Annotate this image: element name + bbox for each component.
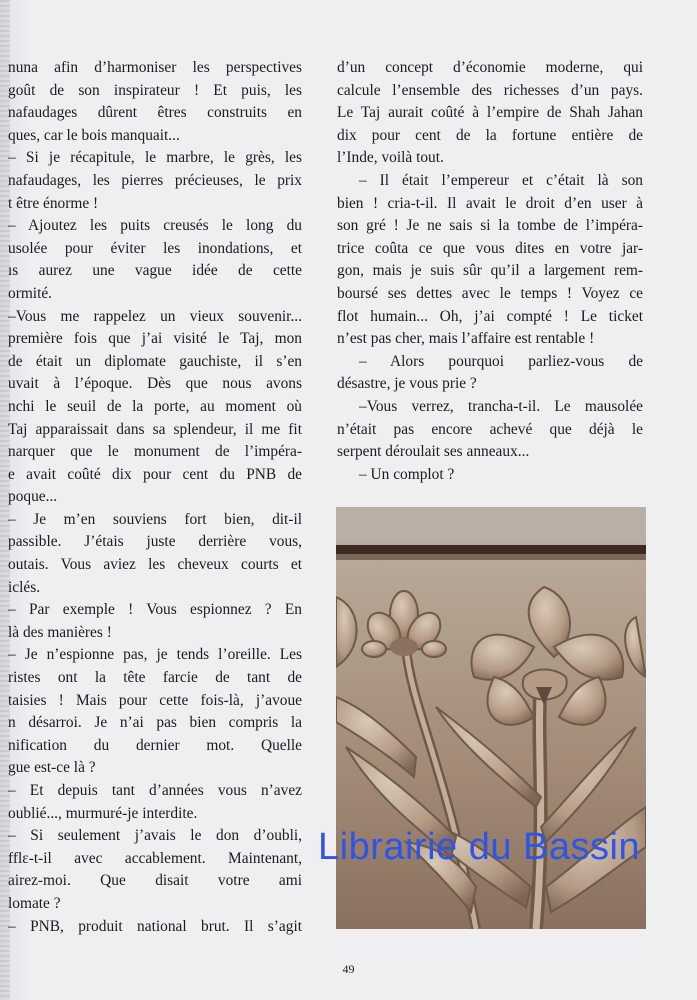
text-line: serpent déroulait ses anneaux... (337, 443, 530, 461)
text-line: là des manières ! (8, 623, 112, 641)
text-line: gon, mais je suis sûr qu’il a largement rem- (337, 262, 643, 280)
text-line: ıs aurez une vague idée de cette (8, 262, 302, 280)
text-line: lomate ? (8, 894, 61, 912)
text-line: – Un complot ? (359, 465, 455, 483)
text-line: airez-moi. Que disait votre ami (8, 872, 302, 890)
text-line: n désarroi. Je n’ai pas bien compris la (8, 714, 302, 732)
text-line: ristes ont la tête farcie de tant de (8, 669, 302, 687)
text-line: – Il était l’empereur et c’était là son (359, 171, 643, 189)
text-line: passible. J’étais juste derrière vous, (8, 533, 302, 551)
text-line: Le Taj aurait coûté à l’empire de Shah Jahan (337, 104, 643, 122)
text-line: outais. Vous aviez les cheveux courts et (8, 556, 302, 574)
text-line: goût de son inspirateur ! Et puis, les (8, 81, 302, 99)
text-line: taisies ! Mais pour cette fois-là, j’avoue (8, 691, 302, 709)
text-line: poque... (8, 488, 58, 506)
text-line: ormité. (8, 284, 53, 302)
text-line: – Je n’espionne pas, je tends l’oreille. Les (8, 646, 302, 664)
text-line: son gré ! Je ne sais si la tombe de l’impéra- (337, 217, 643, 235)
text-line: d’un concept d’économie moderne, qui (337, 59, 643, 76)
text-line: usolée pour éviter les inondations, et (8, 239, 302, 257)
text-line: iclés. (8, 578, 41, 596)
text-line: nuna afin d’harmoniser les perspectives (8, 59, 302, 76)
right-text-column (337, 57, 643, 486)
text-line: première fois que j’ai visité le Taj, mon (8, 330, 302, 348)
text-line: nafaudages dûrent êtres construits en (8, 104, 302, 122)
text-line: Taj apparaissait dans sa splendeur, il me fit (8, 420, 302, 438)
text-line: nchi le seuil de la porte, au moment où (8, 397, 302, 415)
text-line: flot humain... Oh, j’ai compté ! Le ticket (337, 307, 643, 325)
text-line: de était un diplomate gauchiste, il s’en (8, 352, 302, 370)
text-line: –Vous verrez, trancha-t-il. Le mausolée (359, 397, 643, 415)
text-line: – Ajoutez les puits creusés le long du (8, 217, 302, 235)
text-line: – Je m’en souviens fort bien, dit-il (8, 510, 302, 528)
text-line: – Par exemple ! Vous espionnez ? En (8, 601, 302, 619)
text-line: – Si je récapitule, le marbre, le grès, les (8, 149, 302, 167)
text-line: nification du dernier mot. Quelle (8, 736, 302, 754)
text-line: l’Inde, voilà tout. (337, 149, 444, 167)
text-line: fflε-t-il avec accablement. Maintenant, (8, 849, 302, 867)
text-line: calcule l’ensemble des richesses d’un pays. (337, 81, 643, 99)
text-line: nafaudages, les pierres précieuses, le prix (8, 171, 302, 189)
watermark-text: Librairie du Bassin (318, 826, 641, 868)
text-line: narquer que le monument de l’impéra- (8, 443, 302, 461)
left-text-column (8, 57, 302, 938)
text-line: uvait à l’époque. Dès que nous avons (8, 375, 302, 393)
text-line: t être énorme ! (8, 194, 99, 212)
text-line: gue est-ce là ? (8, 759, 96, 777)
text-line: bien ! cria-t-il. Il avait le droit d’en user à (337, 194, 643, 212)
text-line: – PNB, produit national brut. Il s’agit (8, 917, 302, 935)
page-number: 49 (342, 962, 355, 976)
text-line: e avait coûté dix pour cent du PNB de (8, 465, 302, 483)
text-line: trice coûta ce que vous dites en votre jar- (337, 239, 643, 257)
text-line: boursé ses dettes avec le temps ! Voyez ce (337, 284, 643, 302)
text-line: n’était pas encore achevé que déjà le (337, 420, 643, 438)
text-line: n’est pas cher, mais l’affaire est rentable ! (337, 330, 595, 348)
text-line: désastre, je vous prie ? (337, 375, 477, 393)
text-line: – Alors pourquoi parliez-vous de (359, 352, 643, 370)
text-line: –Vous me rappelez un vieux souvenir... (8, 307, 302, 325)
text-line: oublié..., murmuré-je interdite. (8, 804, 198, 822)
text-line: – Et depuis tant d’années vous n’avez (8, 782, 302, 799)
text-line: dix pour cent de la fortune entière de (337, 126, 643, 144)
text-line: – Si seulement j’avais le don d’oubli, (8, 827, 302, 845)
text-line: ques, car le bois manquait... (8, 126, 180, 144)
